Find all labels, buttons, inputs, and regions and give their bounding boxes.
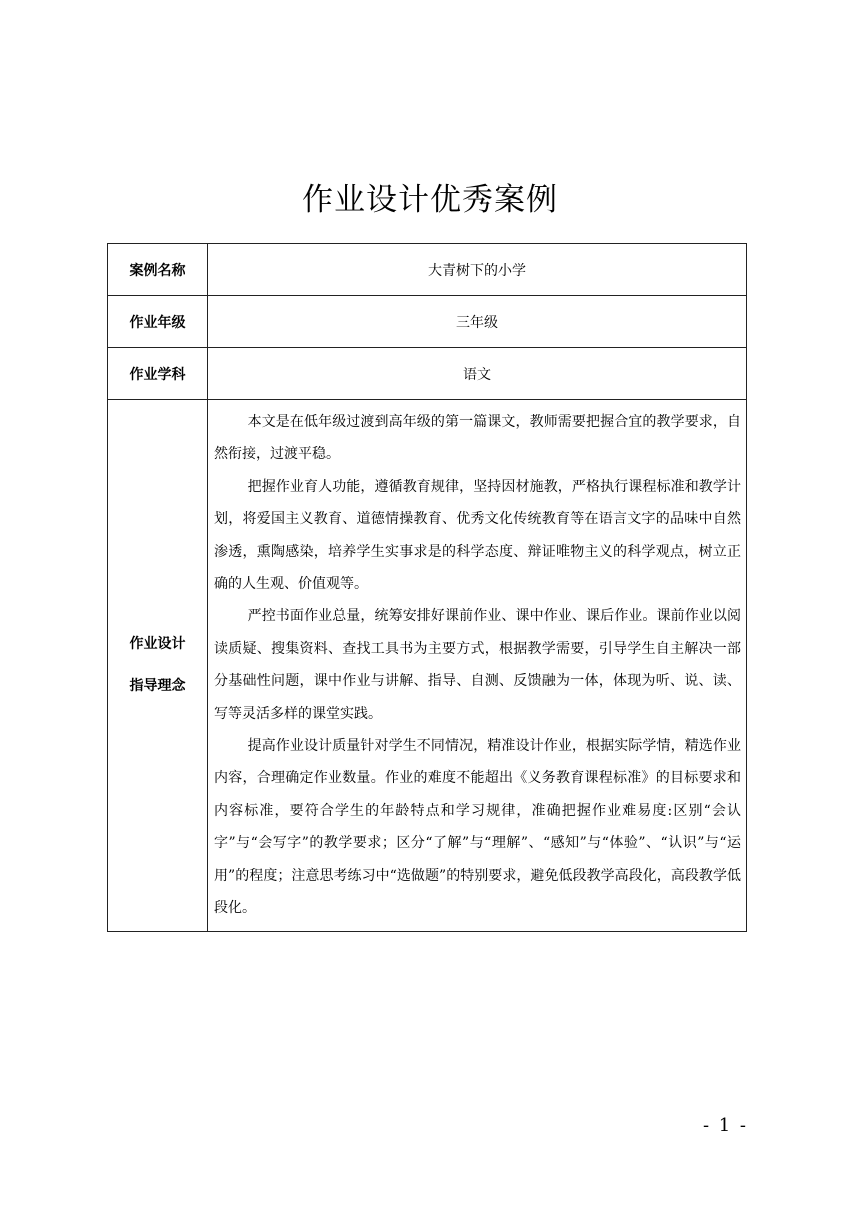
- label-philosophy-line2: 指导理念: [129, 678, 186, 695]
- value-case-name: 大青树下的小学: [208, 244, 747, 296]
- table-row-subject: [108, 348, 747, 400]
- table-row-philosophy: [108, 400, 747, 932]
- label-case-name: 案例名称: [108, 244, 208, 296]
- paragraph-4: 提高作业设计质量针对学生不同情况，精准设计作业，根据实际学情，精选作业内容，合理确定作业数量。作业的难度不能超出《义务教育课程标准》的目标要求和内容标准，要符合学生的年龄特点和学习规律，准确把握作业难易度:区别“会认字”与“会写字”的教学要求；区分“了解”与“理解”、“感知”与“体验”、“认识”与“运用”的程度；注意思考练习中“选做题”的特别要求，避免低段教学高段化，高段教学低段化。: [214, 738, 741, 917]
- value-grade: 三年级: [208, 296, 747, 348]
- document-title: 作业设计优秀案例: [302, 182, 558, 218]
- paragraph-2: 把握作业育人功能，遵循教育规律，坚持因材施教，严格执行课程标准和教学计划，将爱国主义教育、道德情操教育、优秀文化传统教育等在语言文字的品味中自然渗透，熏陶感染，培养学生实事求是的科学态度、辩证唯物主义的科学观点，树立正确的人生观、价值观等。: [214, 478, 741, 593]
- case-info-table: [107, 243, 747, 932]
- label-subject: 作业学科: [108, 348, 208, 400]
- table-row-case-name: [108, 244, 747, 296]
- table-row-grade: [108, 296, 747, 348]
- paragraph-3: 严控书面作业总量，统筹安排好课前作业、课中作业、课后作业。课前作业以阅读质疑、搜集资料、查找工具书为主要方式，根据教学需要，引导学生自主解决一部分基础性问题，课中作业与讲解、指导、自测、反馈融为一体，体现为听、说、读、写等灵活多样的课堂实践。: [214, 608, 741, 722]
- label-philosophy: [108, 400, 208, 932]
- page-number: - 1 -: [702, 1115, 748, 1136]
- label-philosophy-line1: 作业设计: [129, 636, 186, 653]
- label-grade: 作业年级: [108, 296, 208, 348]
- value-subject: 语文: [208, 348, 747, 400]
- paragraph-1: 本文是在低年级过渡到高年级的第一篇课文，教师需要把握合宜的教学要求，自然衔接，过渡平稳。: [214, 414, 741, 463]
- philosophy-content: [208, 400, 747, 932]
